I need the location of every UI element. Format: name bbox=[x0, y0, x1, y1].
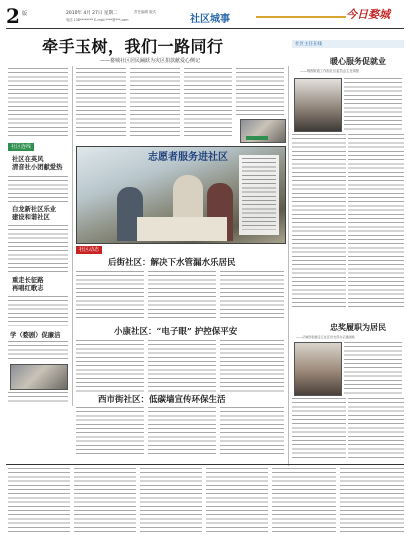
bottom-text-col1 bbox=[8, 468, 70, 534]
bottom-text-col2 bbox=[74, 468, 136, 534]
center-story1-text-a bbox=[76, 271, 144, 321]
left-story3-title: 重走长征路 再唱红歌志 bbox=[12, 277, 44, 292]
bottom-strip-rule bbox=[6, 464, 404, 465]
center-story1-title: 后街社区：解决下水管漏水乐居民 bbox=[108, 258, 236, 268]
right-story1-text-b bbox=[292, 134, 346, 310]
center-story3-text-c bbox=[220, 407, 284, 457]
masthead-rule bbox=[6, 28, 404, 29]
left-story3-text bbox=[8, 296, 68, 326]
brand-logo: 今日婺城 bbox=[346, 8, 390, 21]
left-story4-title: 学（婺剧）促廉洁 bbox=[10, 332, 61, 339]
left-body-text-1 bbox=[8, 68, 68, 136]
bottom-text-col6 bbox=[340, 468, 404, 534]
left-column-divider bbox=[72, 66, 73, 406]
right-story2-text-c bbox=[348, 398, 404, 460]
date-line: 2010年 4月 27日 星期二 bbox=[66, 11, 118, 16]
page-title: 牵手玉树，我们一路同行 bbox=[42, 37, 224, 56]
center-story2-text-c bbox=[220, 340, 284, 392]
left-story4-photo bbox=[10, 364, 68, 390]
center-story2-text-a bbox=[76, 340, 144, 392]
left-story1-text bbox=[8, 176, 68, 204]
lead-text-col4 bbox=[236, 68, 284, 118]
editor-line: 责任编辑 版式 bbox=[134, 10, 157, 14]
bottom-text-col4 bbox=[206, 468, 268, 534]
center-story3-text-a bbox=[76, 407, 144, 457]
right-story2-sub: ——记城西街道宝汇社区党支部书记潘国艳 bbox=[296, 335, 355, 339]
left-story1-title: 社区在英风 清音社小团献爱热 bbox=[12, 156, 63, 171]
right-column-tag-label: 社区主任在线 bbox=[295, 42, 322, 47]
section-name: 社区城事 bbox=[190, 14, 230, 25]
bottom-text-col5 bbox=[272, 468, 336, 534]
right-story1-title: 暖心服务促就业 bbox=[330, 56, 386, 66]
lead-text-col3 bbox=[184, 68, 232, 136]
headline-subtitle: ——婺城社区居民踊跃为灾区捐款献爱心侧记 bbox=[100, 58, 201, 64]
left-story4-text bbox=[8, 341, 68, 361]
center-story1-text-b bbox=[148, 271, 216, 321]
masthead bbox=[6, 6, 404, 34]
brand-bar bbox=[256, 16, 346, 18]
page-number: 2 bbox=[6, 4, 20, 28]
right-story1-text-c bbox=[348, 134, 404, 310]
feature-red-tag: 社区动态 bbox=[76, 246, 102, 254]
feature-photo-caption-text bbox=[242, 158, 276, 230]
left-story2-title: 白龙新社区乐业 建设和谐社区 bbox=[12, 206, 57, 221]
right-story1-text-a bbox=[344, 78, 402, 130]
right-story1-sub: ——城西街道工作组社区委员会主任周阳 bbox=[300, 69, 360, 73]
center-story3-text-b bbox=[148, 407, 216, 457]
lead-photo-caption bbox=[246, 136, 268, 140]
left-story4-text-2 bbox=[8, 392, 68, 404]
feature-photo-table bbox=[137, 217, 227, 241]
right-portrait-2 bbox=[294, 342, 342, 396]
center-story2-text-b bbox=[148, 340, 216, 392]
tel-line: 电话 138******** E-mail ****@***.com bbox=[66, 18, 129, 22]
page-suffix: 版 bbox=[22, 11, 28, 17]
feature-photo-caption-box bbox=[239, 155, 279, 235]
right-column-tag bbox=[292, 40, 404, 48]
bottom-text-col3 bbox=[140, 468, 202, 534]
left-section-tag: 社区连线 bbox=[8, 143, 34, 151]
right-story2-text-b bbox=[292, 398, 346, 460]
feature-photo-title: 志愿者服务进社区 bbox=[148, 152, 228, 163]
right-portrait-1 bbox=[294, 78, 342, 132]
left-story2-text bbox=[8, 225, 68, 275]
right-story2-title: 忠奖履职为居民 bbox=[330, 322, 386, 332]
center-right-divider bbox=[288, 66, 289, 466]
lead-text-col1 bbox=[76, 68, 126, 136]
right-story2-text-a bbox=[344, 342, 402, 394]
lead-text-col2 bbox=[130, 68, 180, 136]
center-story3-title: 西市街社区：低碳墙宣传环保生活 bbox=[98, 395, 226, 405]
center-story2-title: 小康社区：“电子眼” 护控保平安 bbox=[114, 327, 238, 337]
center-story1-text-c bbox=[220, 271, 284, 321]
